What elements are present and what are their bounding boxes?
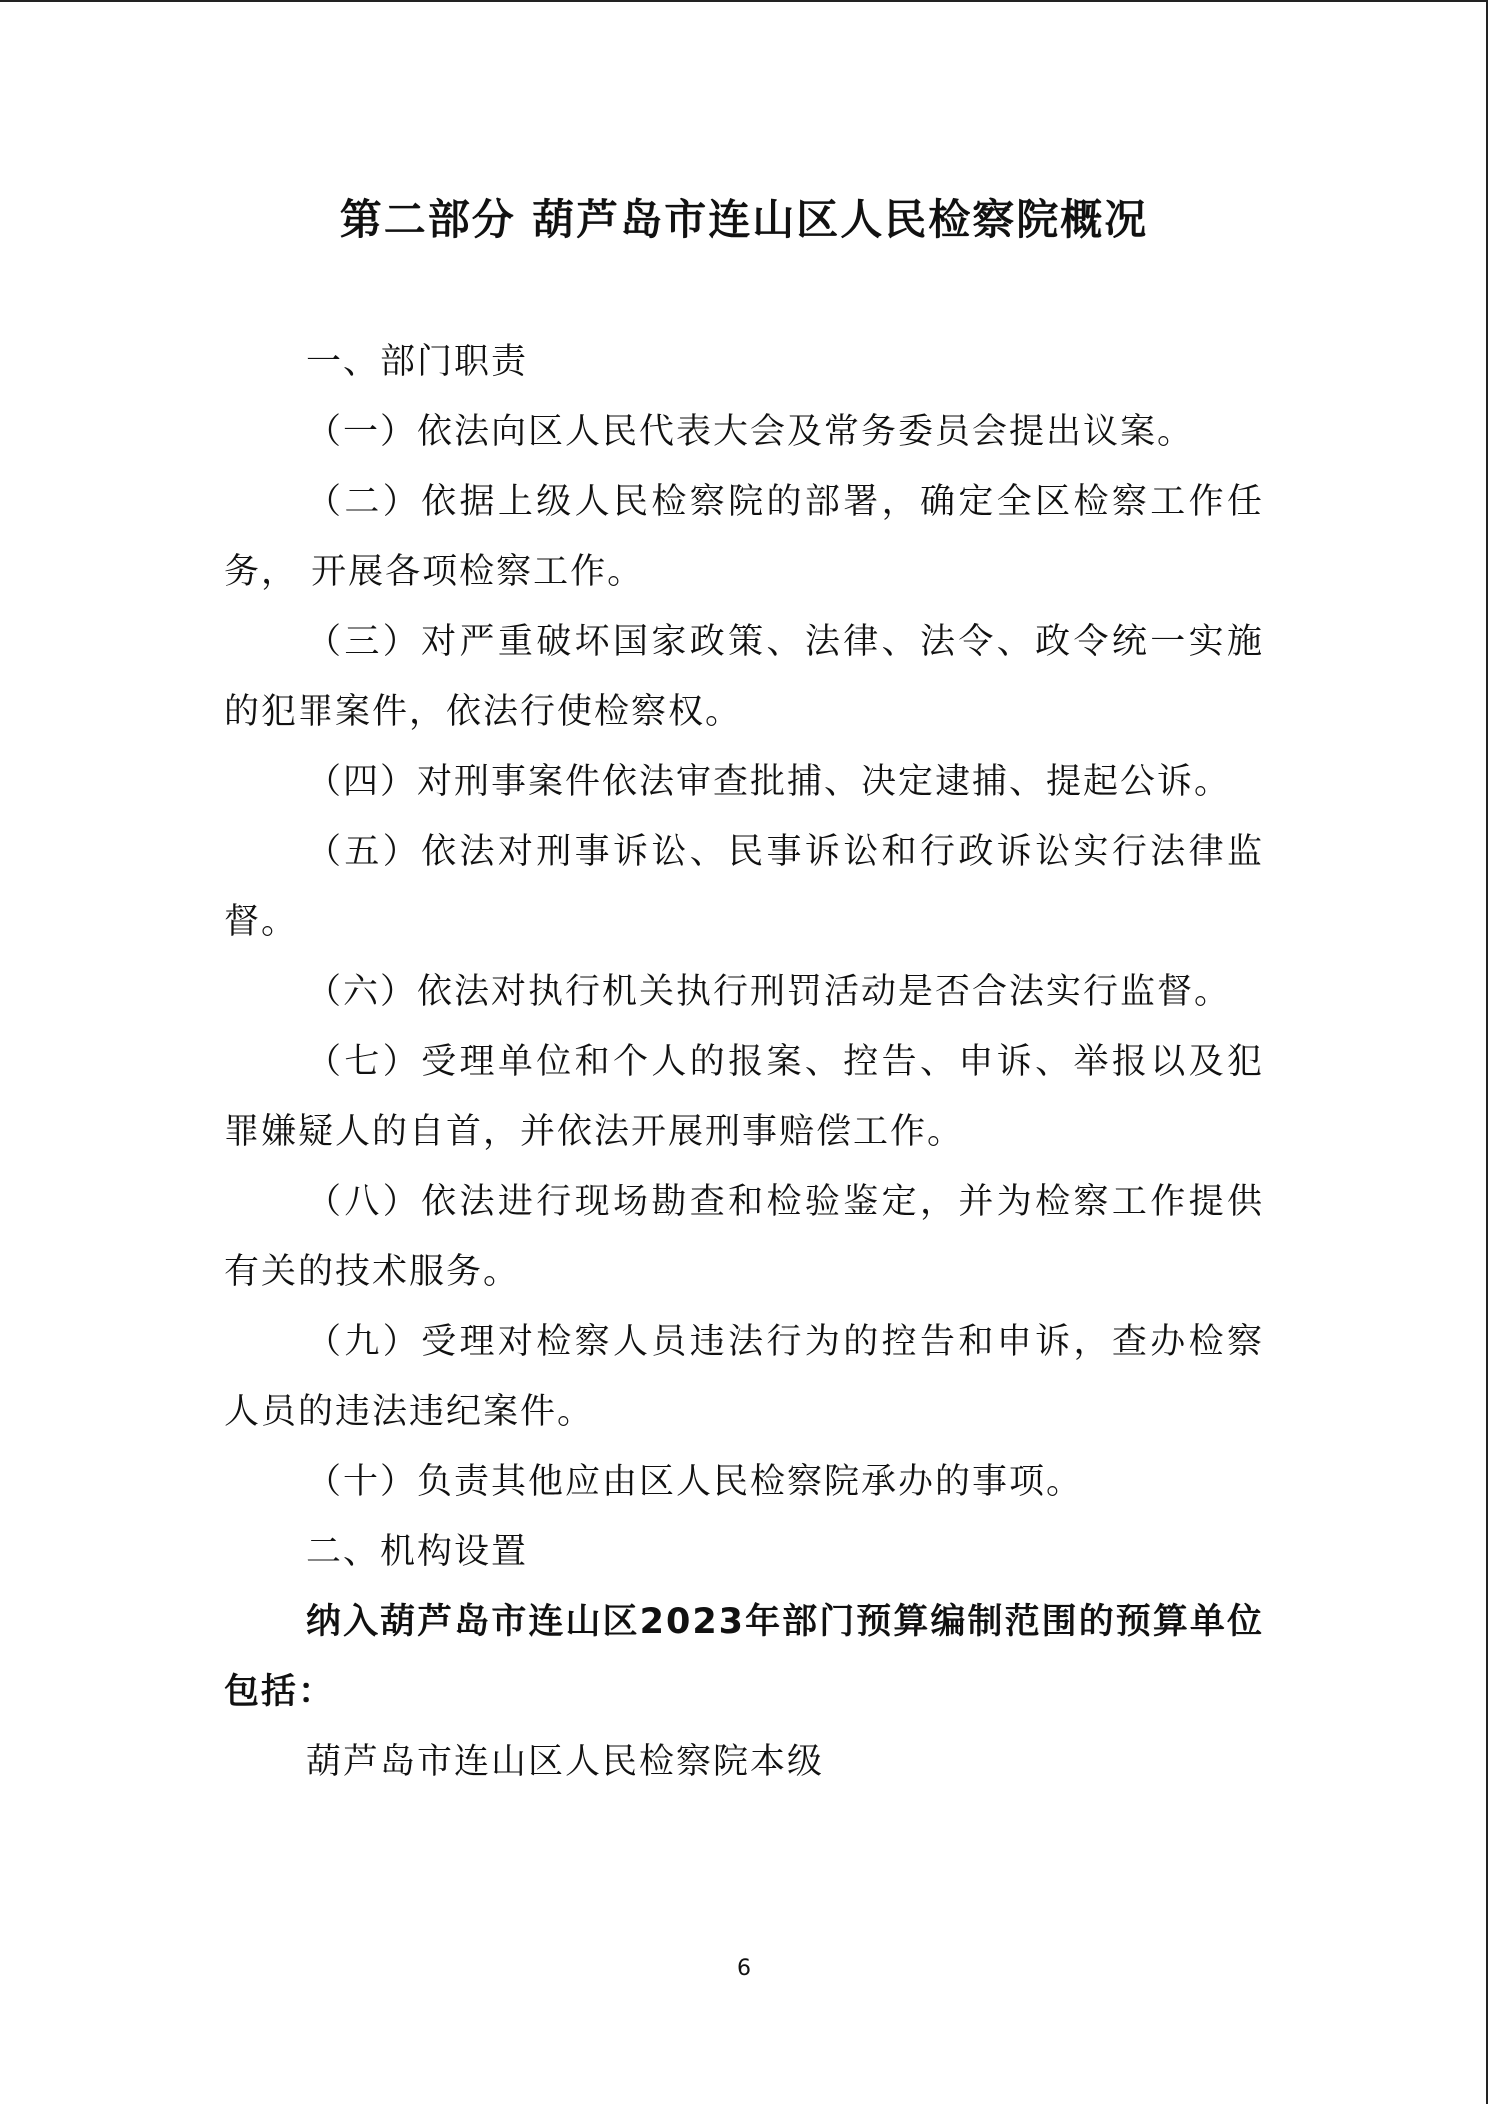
duty-item-3: （三）对严重破坏国家政策、法律、法令、政令统一实施的犯罪案件，依法行使检察权。 — [224, 622, 1264, 732]
duty-item-1: （一）依法向区人民代表大会及常务委员会提出议案。 — [306, 412, 1195, 452]
duty-item-7: （七）受理单位和个人的报案、控告、申诉、举报以及犯罪嫌疑人的自首，并依法开展刑事赔偿工作。 — [224, 1042, 1264, 1152]
duty-item-9: （九）受理对检察人员违法行为的控告和申诉，查办检察人员的违法违纪案件。 — [224, 1322, 1264, 1432]
document-body — [224, 327, 1264, 1797]
duty-item-8: （八）依法进行现场勘查和检验鉴定，并为检察工作提供有关的技术服务。 — [224, 1182, 1264, 1292]
page-title: 第二部分 葫芦岛市连山区人民检察院概况 — [339, 195, 1149, 244]
section-heading-organization: 二、机构设置 — [306, 1532, 529, 1572]
section-heading-duties: 一、部门职责 — [306, 342, 529, 382]
page-number: 6 — [737, 1956, 751, 1981]
duty-item-5: （五）依法对刑事诉讼、民事诉讼和行政诉讼实行法律监督。 — [224, 832, 1264, 942]
duty-item-2: （二）依据上级人民检察院的部署，确定全区检察工作任务， 开展各项检察工作。 — [224, 482, 1264, 592]
duty-item-10: （十）负责其他应由区人民检察院承办的事项。 — [306, 1462, 1084, 1502]
budget-unit-item: 葫芦岛市连山区人民检察院本级 — [306, 1742, 825, 1782]
duty-item-6: （六）依法对执行机关执行刑罚活动是否合法实行监督。 — [306, 972, 1232, 1012]
duty-item-4: （四）对刑事案件依法审查批捕、决定逮捕、提起公诉。 — [306, 762, 1232, 802]
budget-scope-statement: 纳入葫芦岛市连山区2023年部门预算编制范围的预算单位包括： — [224, 1602, 1264, 1712]
